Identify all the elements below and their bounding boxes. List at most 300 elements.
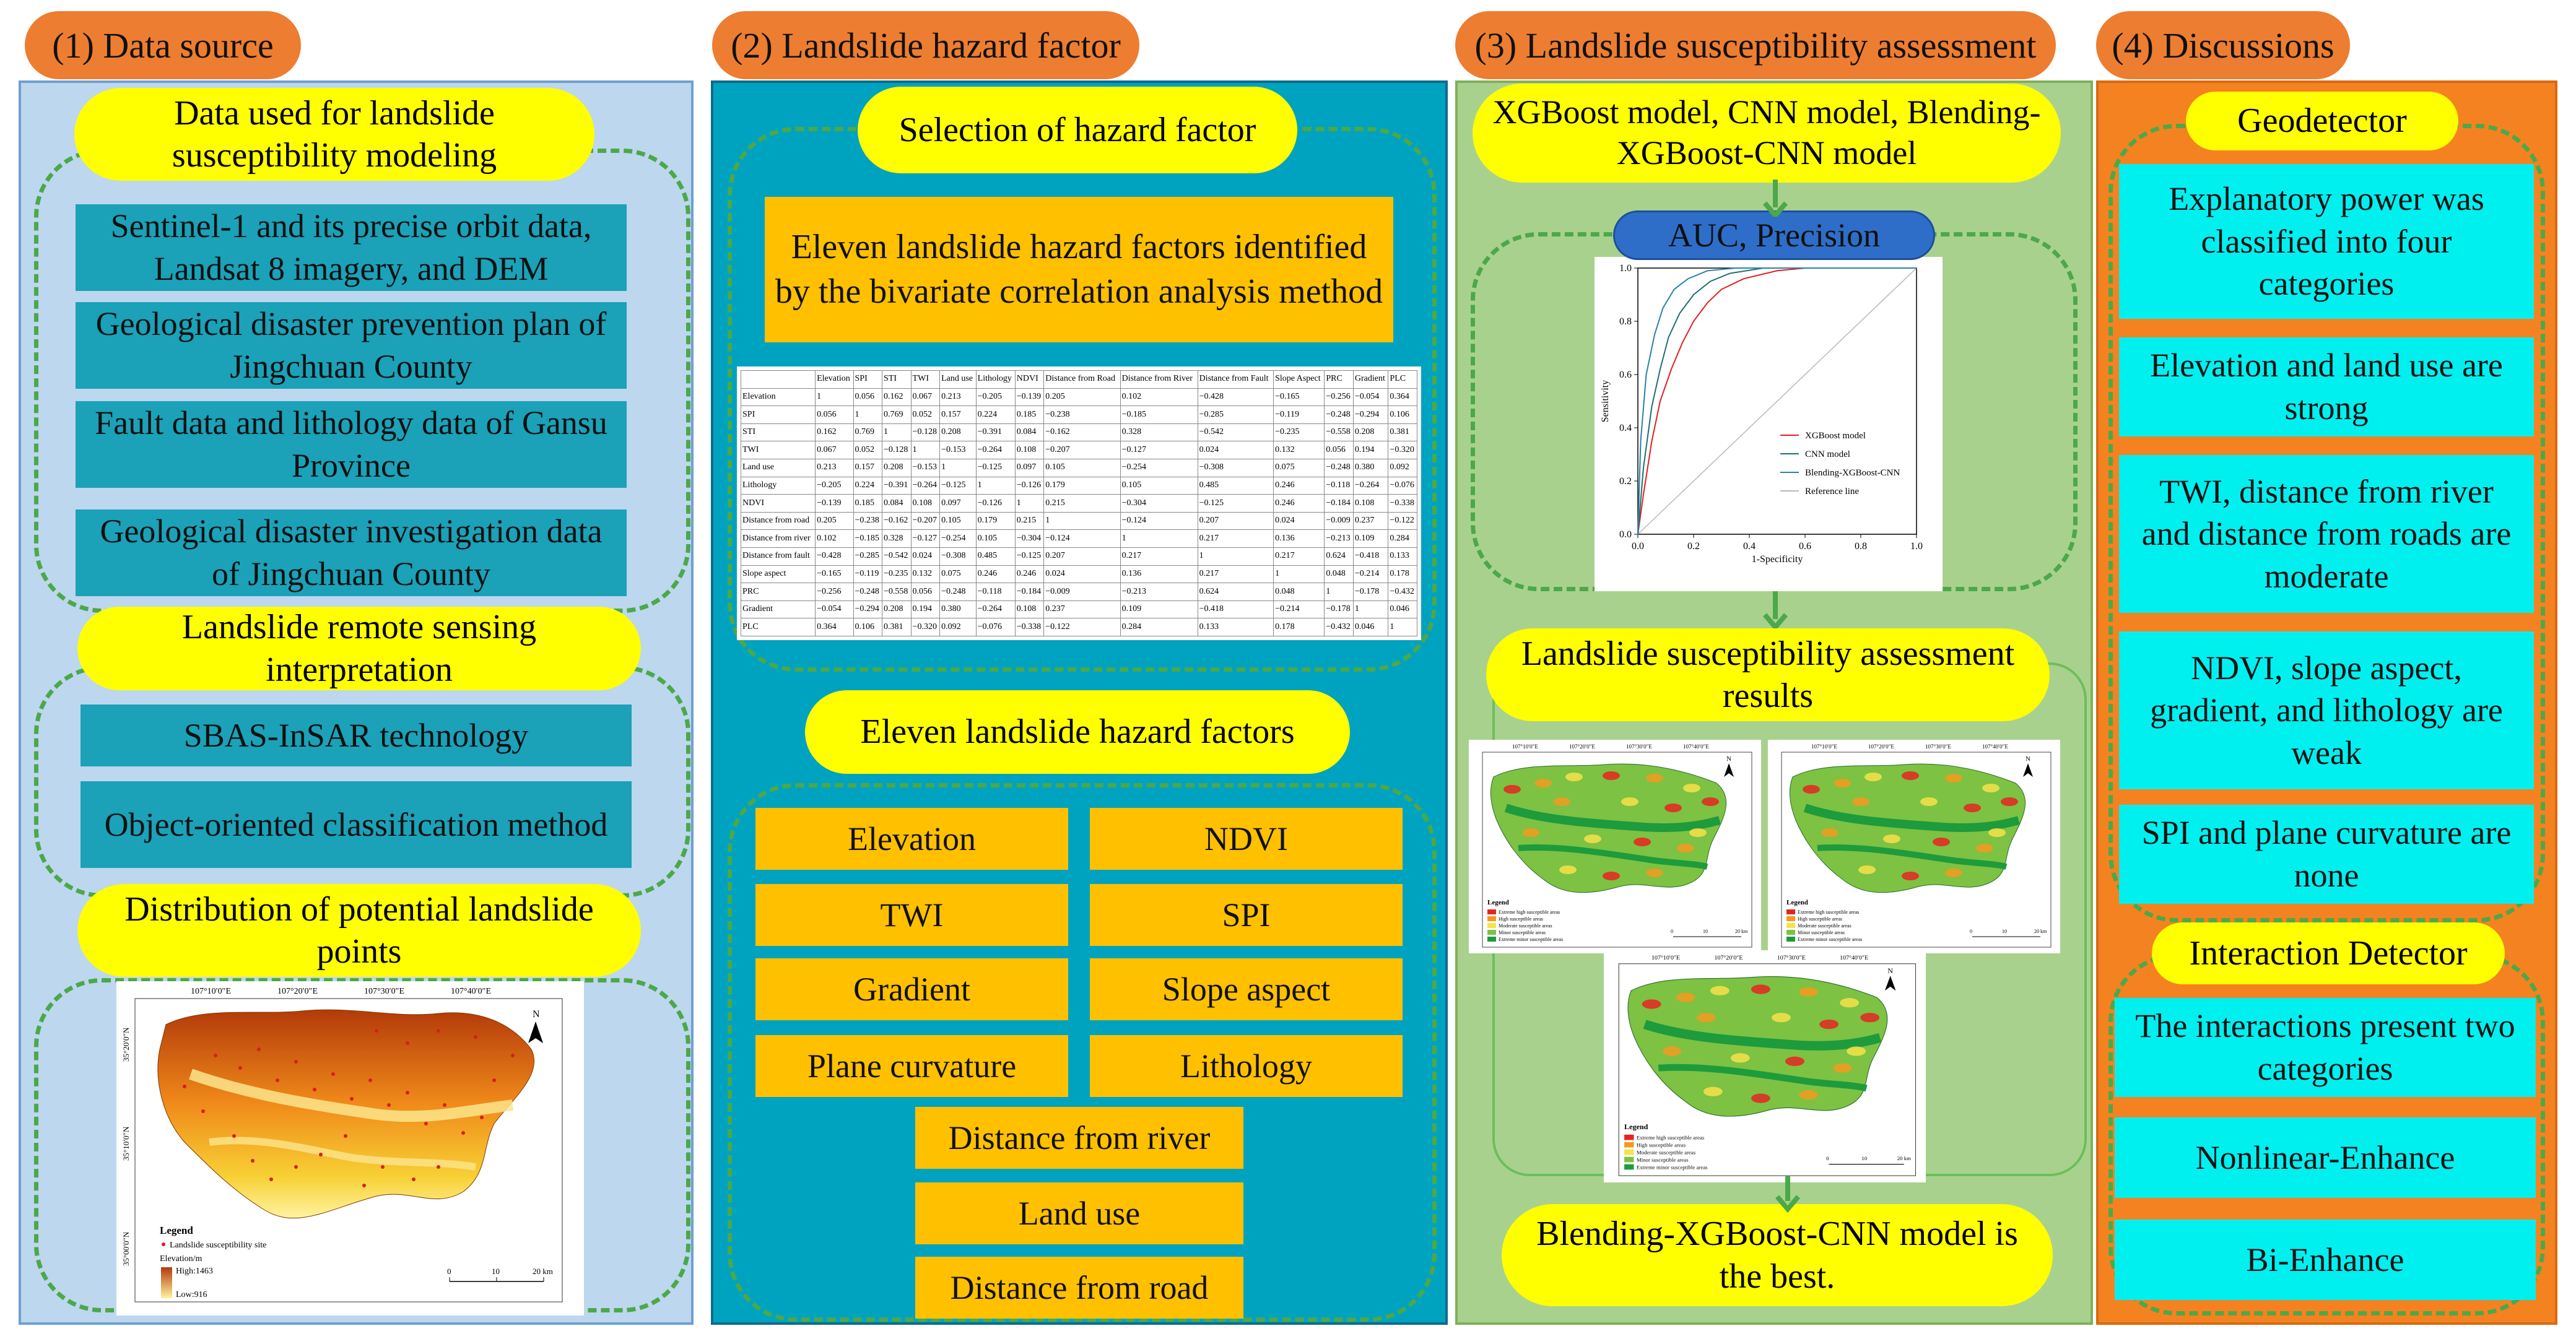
table-cell: Distance from river xyxy=(741,530,816,548)
table-cell: 0.194 xyxy=(911,600,940,618)
table-row xyxy=(741,547,1417,565)
table-cell: 0.092 xyxy=(1388,459,1417,477)
map-susceptible-patch xyxy=(1883,835,1900,843)
table-cell: Land use xyxy=(741,459,816,477)
table-cell: 0.157 xyxy=(853,459,882,477)
table-cell: −0.139 xyxy=(816,495,853,513)
interaction-item: Nonlinear-Enhance xyxy=(2115,1117,2536,1198)
table-cell: 0.092 xyxy=(940,618,977,636)
map-legend-label: High susceptible areas xyxy=(1798,916,1842,922)
roc-legend-label: Reference line xyxy=(1805,487,1860,496)
table-cell: 0.624 xyxy=(1325,547,1354,565)
table-cell: Slope aspect xyxy=(741,565,816,583)
table-cell: −0.185 xyxy=(1120,406,1198,424)
table-cell: 1 xyxy=(1198,547,1274,565)
table-cell: 0.215 xyxy=(1044,495,1120,513)
table-cell: 0.056 xyxy=(1325,441,1354,459)
map-susceptible-patch xyxy=(1945,774,1962,783)
table-row xyxy=(741,530,1417,548)
table-cell: 0.024 xyxy=(911,547,940,565)
table-cell: −0.320 xyxy=(911,618,940,636)
table-cell: −0.308 xyxy=(1198,459,1274,477)
table-cell: 0.108 xyxy=(1015,441,1044,459)
map-lon-tick: 107°40′0″E xyxy=(1982,744,2008,750)
map-legend-label: High susceptible areas xyxy=(1636,1142,1686,1148)
table-cell: −0.165 xyxy=(816,565,853,583)
map-lat-tick: 35°00′0″N xyxy=(121,1231,131,1266)
table-header-cell: PLC xyxy=(1388,371,1417,389)
table-cell: 0.097 xyxy=(1015,459,1044,477)
table-cell: PRC xyxy=(741,583,816,601)
roc-y-tick-label: 0.0 xyxy=(1619,529,1632,540)
table-cell: 1 xyxy=(976,477,1015,495)
map-legend-swatch xyxy=(1487,916,1496,921)
table-cell: −0.418 xyxy=(1198,600,1274,618)
map-susceptible-patch xyxy=(1584,835,1601,843)
table-cell: 0.224 xyxy=(976,406,1015,424)
table-cell: 0.102 xyxy=(1120,388,1198,406)
table-cell: −0.125 xyxy=(1015,547,1044,565)
map-lon-tick: 107°30′0″E xyxy=(1925,744,1951,750)
map-legend-swatch xyxy=(1487,930,1496,935)
table-cell: 0.056 xyxy=(816,406,853,424)
table-cell: 1 xyxy=(816,388,853,406)
table-cell: −0.184 xyxy=(1325,495,1354,513)
map-legend-title: Legend xyxy=(1624,1122,1648,1132)
table-row xyxy=(741,618,1417,636)
table-cell: NDVI xyxy=(741,495,816,513)
table-cell: −0.178 xyxy=(1353,583,1388,601)
source-item: Sentinel-1 and its precise orbit data, Landsat 8 imagery, and DEM xyxy=(76,204,627,291)
factor-elevation: Elevation xyxy=(755,808,1068,870)
factor-distance-road: Distance from road xyxy=(915,1257,1243,1319)
map-legend-swatch xyxy=(1624,1142,1634,1148)
map-susceptible-patch xyxy=(1821,828,1838,837)
map-susceptible-patch xyxy=(1534,779,1552,787)
table-cell: 0.364 xyxy=(816,618,853,636)
table-row xyxy=(741,583,1417,601)
table-cell: 0.284 xyxy=(1388,530,1417,548)
legend-title: Legend xyxy=(160,1225,193,1236)
table-cell: 0.105 xyxy=(976,530,1015,548)
map-susceptible-patch xyxy=(1553,797,1570,806)
pill-geodetector: Geodetector xyxy=(2186,92,2458,150)
table-cell: −0.184 xyxy=(1015,583,1044,601)
table-cell: 0.224 xyxy=(853,477,882,495)
map-susceptible-patch xyxy=(1865,773,1882,781)
table-cell: 1 xyxy=(1388,618,1417,636)
table-cell: 0.246 xyxy=(1274,495,1325,513)
map-susceptible-patch xyxy=(1847,1046,1866,1056)
pill-models: XGBoost model, CNN model, Blending-XGBoost-CNN model xyxy=(1473,84,2061,183)
map-susceptible-patch xyxy=(1840,998,1859,1007)
roc-y-axis-label: Sensitivity xyxy=(1600,379,1611,423)
table-cell: 0.048 xyxy=(1274,583,1325,601)
table-cell: −0.214 xyxy=(1274,600,1325,618)
map-lon-tick: 107°40′0″E xyxy=(1683,744,1709,750)
map-susceptible-patch xyxy=(1621,797,1638,806)
table-cell: −0.256 xyxy=(816,583,853,601)
map-legend-label: Extreme high susceptible areas xyxy=(1636,1134,1705,1141)
table-cell: 0.105 xyxy=(940,512,977,530)
table-cell: −0.238 xyxy=(853,512,882,530)
table-header-cell: Distance from River xyxy=(1120,371,1198,389)
map-scale-label: 0 xyxy=(1970,929,1972,934)
map-susceptible-patch xyxy=(1852,797,1869,806)
table-cell: 1 xyxy=(1274,565,1325,583)
table-cell: 0.132 xyxy=(911,565,940,583)
table-cell: 0.237 xyxy=(1044,600,1120,618)
table-cell: 0.208 xyxy=(1353,423,1388,441)
table-cell: 0.108 xyxy=(1353,495,1388,513)
map-north-label: N xyxy=(1887,966,1894,975)
table-cell: TWI xyxy=(741,441,816,459)
table-cell: 0.097 xyxy=(940,495,977,513)
roc-x-tick-label: 0.2 xyxy=(1687,541,1700,552)
table-cell: −0.119 xyxy=(853,565,882,583)
susceptibility-map-blending xyxy=(1604,950,1926,1182)
table-cell: −0.124 xyxy=(1044,530,1120,548)
interaction-item: Bi-Enhance xyxy=(2115,1220,2536,1300)
map-legend-swatch xyxy=(1786,937,1795,942)
table-cell: −0.254 xyxy=(940,530,977,548)
factor-twi: TWI xyxy=(755,884,1068,946)
table-cell: 0.246 xyxy=(1274,477,1325,495)
table-cell: −0.054 xyxy=(816,600,853,618)
table-cell: −0.264 xyxy=(911,477,940,495)
table-header-cell: Distance from Road xyxy=(1044,371,1120,389)
map-lon-tick: 107°10′0″E xyxy=(191,987,232,996)
table-cell: 1 xyxy=(911,441,940,459)
roc-y-tick-label: 1.0 xyxy=(1619,263,1632,274)
table-header-cell: Land use xyxy=(940,371,977,389)
map-susceptible-patch xyxy=(1785,1057,1804,1066)
table-cell: −0.304 xyxy=(1015,530,1044,548)
table-row xyxy=(741,600,1417,618)
table-cell: 0.208 xyxy=(940,423,977,441)
table-cell: PLC xyxy=(741,618,816,636)
table-cell: 0.136 xyxy=(1274,530,1325,548)
map-scale-label: 0 xyxy=(1671,929,1673,934)
map-legend-swatch xyxy=(1487,937,1496,942)
table-row xyxy=(741,477,1417,495)
roc-y-tick-label: 0.4 xyxy=(1619,423,1632,433)
map-susceptible-patch xyxy=(1772,1013,1791,1022)
table-cell: 0.246 xyxy=(976,565,1015,583)
pill-distribution: Distribution of potential landslide points xyxy=(77,884,641,977)
arrow-down-icon xyxy=(1772,1176,1803,1213)
map-susceptible-patch xyxy=(1902,771,1919,780)
map-susceptible-patch xyxy=(1683,784,1700,792)
correlation-table xyxy=(737,366,1421,640)
map-legend-title: Legend xyxy=(1786,899,1808,906)
table-cell: −0.207 xyxy=(911,512,940,530)
map-legend-swatch xyxy=(1786,923,1795,928)
table-cell: 0.162 xyxy=(882,388,912,406)
table-header-cell: Elevation xyxy=(816,371,853,389)
table-cell: 0.485 xyxy=(1198,477,1274,495)
table-cell: 0.215 xyxy=(1015,512,1044,530)
table-cell: 0.208 xyxy=(882,459,912,477)
map-susceptible-patch xyxy=(1933,838,1950,846)
factor-land-use: Land use xyxy=(915,1182,1243,1244)
map-legend-label: High susceptible areas xyxy=(1499,916,1543,922)
table-header-cell: Lithology xyxy=(976,371,1015,389)
table-cell: −0.119 xyxy=(1274,406,1325,424)
svg-text:N: N xyxy=(533,1009,540,1020)
table-header-cell: NDVI xyxy=(1015,371,1044,389)
roc-x-tick-label: 0.6 xyxy=(1799,541,1811,552)
table-cell: −0.127 xyxy=(911,530,940,548)
map-lon-tick: 107°30′0″E xyxy=(364,987,405,996)
table-cell: 0.108 xyxy=(911,495,940,513)
table-cell: −0.125 xyxy=(940,477,977,495)
table-cell: SPI xyxy=(741,406,816,424)
map-lon-tick: 107°20′0″E xyxy=(1714,955,1743,962)
table-cell: −0.542 xyxy=(882,547,912,565)
table-cell: −0.127 xyxy=(1120,441,1198,459)
geo-item: SPI and plane curvature are none xyxy=(2119,805,2534,904)
table-header-cell: SPI xyxy=(853,371,882,389)
table-cell: 0.162 xyxy=(816,423,853,441)
table-cell: 0.024 xyxy=(1198,441,1274,459)
arrow-down-icon xyxy=(1760,591,1791,628)
table-cell: −0.235 xyxy=(1274,423,1325,441)
table-cell: −0.076 xyxy=(1388,477,1417,495)
map-lon-tick: 107°20′0″E xyxy=(1569,744,1595,750)
map-lon-tick: 107°20′0″E xyxy=(277,987,318,996)
method-item: Object-oriented classification method xyxy=(80,781,632,868)
map-susceptible-patch xyxy=(1522,828,1539,837)
table-cell: 0.046 xyxy=(1388,600,1417,618)
map-susceptible-patch xyxy=(1646,869,1663,877)
table-cell: −0.128 xyxy=(911,423,940,441)
table-cell: −0.213 xyxy=(1120,583,1198,601)
roc-x-axis-label: 1-Specificity xyxy=(1751,554,1803,565)
identified-factors-box: Eleven landslide hazard factors identified by the bivariate correlation analysis method xyxy=(765,197,1393,342)
table-cell: 0.237 xyxy=(1353,512,1388,530)
table-cell: 1 xyxy=(1044,512,1120,530)
map-legend-label: Minor susceptible areas xyxy=(1636,1156,1689,1163)
map-susceptible-patch xyxy=(1751,984,1770,994)
pill-selection: Selection of hazard factor xyxy=(858,87,1297,173)
table-cell: 0.213 xyxy=(940,388,977,406)
table-header-cell: Slope Aspect xyxy=(1274,371,1325,389)
map-susceptible-patch xyxy=(1860,1013,1879,1022)
pill-remote-sensing: Landslide remote sensing interpretation xyxy=(77,607,641,690)
table-cell: −0.162 xyxy=(1044,423,1120,441)
table-cell: 0.046 xyxy=(1353,618,1388,636)
map-legend-label: Extreme minor susceptible areas xyxy=(1499,937,1564,942)
table-cell: 0.205 xyxy=(816,512,853,530)
map-legend-title: Legend xyxy=(1487,899,1509,906)
table-cell: 0.105 xyxy=(1044,459,1120,477)
map-susceptible-patch xyxy=(1642,999,1661,1008)
table-cell: −0.205 xyxy=(816,477,853,495)
table-cell: 0.328 xyxy=(882,530,912,548)
map-legend-swatch xyxy=(1624,1135,1634,1140)
map-susceptible-patch xyxy=(1982,784,1999,792)
table-cell: 0.133 xyxy=(1388,547,1417,565)
table-cell: 1 xyxy=(940,459,977,477)
factor-ndvi: NDVI xyxy=(1090,808,1403,870)
table-cell: −0.432 xyxy=(1388,583,1417,601)
interaction-item: The interactions present two categories xyxy=(2115,998,2536,1097)
table-cell: −0.162 xyxy=(882,512,912,530)
map-susceptible-patch xyxy=(1664,804,1682,812)
table-cell: 0.178 xyxy=(1274,618,1325,636)
map-susceptible-patch xyxy=(1503,785,1521,794)
table-cell: 0.136 xyxy=(1120,565,1198,583)
map-legend-label: Extreme high susceptible areas xyxy=(1499,909,1560,915)
roc-x-tick-label: 0.4 xyxy=(1743,541,1756,552)
table-cell: 1 xyxy=(1015,495,1044,513)
map-susceptible-patch xyxy=(1704,1087,1723,1096)
map-susceptible-patch xyxy=(1663,1046,1682,1056)
table-cell: Distance from fault xyxy=(741,547,816,565)
table-cell: 0.075 xyxy=(1274,459,1325,477)
table-cell: −0.124 xyxy=(1120,512,1198,530)
map-legend-swatch xyxy=(1624,1164,1634,1170)
table-cell: −0.213 xyxy=(1325,530,1354,548)
table-cell: 0.108 xyxy=(1015,600,1044,618)
roc-y-tick-label: 0.8 xyxy=(1619,316,1632,327)
table-row xyxy=(741,459,1417,477)
map-legend-label: Moderate susceptible areas xyxy=(1798,923,1852,929)
pill-results: Landslide susceptibility assessment results xyxy=(1486,628,2050,721)
table-cell: −0.391 xyxy=(976,423,1015,441)
factor-spi: SPI xyxy=(1090,884,1403,946)
table-cell: −0.009 xyxy=(1325,512,1354,530)
table-cell: −0.248 xyxy=(853,583,882,601)
map-north-label: N xyxy=(1726,755,1731,763)
legend-site: Landslide susceptibility site xyxy=(170,1241,267,1250)
table-row xyxy=(741,406,1417,424)
table-cell: −0.118 xyxy=(1325,477,1354,495)
table-cell: 0.024 xyxy=(1044,565,1120,583)
table-cell: −0.338 xyxy=(1015,618,1044,636)
table-row xyxy=(741,565,1417,583)
table-header-cell: PRC xyxy=(1325,371,1354,389)
map-susceptible-patch xyxy=(1819,1020,1838,1029)
map-susceptible-patch xyxy=(1945,869,1962,877)
geo-item: Explanatory power was classified into four categories xyxy=(2119,164,2534,319)
table-cell: 0.284 xyxy=(1120,618,1198,636)
table-cell: STI xyxy=(741,423,816,441)
scale-label: 0 xyxy=(447,1267,451,1276)
source-item: Geological disaster prevention plan of Jingchuan County xyxy=(76,302,627,389)
map-scale-label: 20 km xyxy=(1897,1155,1912,1162)
arrow-down-icon xyxy=(1760,180,1791,217)
table-cell: 0.179 xyxy=(976,512,1015,530)
table-cell: 0.109 xyxy=(1353,530,1388,548)
scale-label: 20 km xyxy=(533,1267,553,1276)
table-cell: −0.126 xyxy=(976,495,1015,513)
table-cell: 0.106 xyxy=(853,618,882,636)
header-data-source: (1) Data source xyxy=(25,11,301,79)
table-cell: −0.185 xyxy=(853,530,882,548)
map-susceptible-patch xyxy=(1603,771,1620,780)
table-row xyxy=(741,441,1417,459)
table-cell: 0.207 xyxy=(1198,512,1274,530)
map-susceptible-patch xyxy=(1565,773,1583,781)
header-hazard-factor: (2) Landslide hazard factor xyxy=(712,11,1139,79)
map-legend-label: Extreme minor susceptible areas xyxy=(1636,1164,1708,1171)
table-cell: −0.264 xyxy=(1353,477,1388,495)
table-cell: 0.381 xyxy=(1388,423,1417,441)
map-susceptible-patch xyxy=(1964,804,1981,812)
map-susceptible-patch xyxy=(1803,785,1820,794)
map-susceptible-patch xyxy=(1634,838,1651,846)
map-susceptible-patch xyxy=(1799,987,1818,997)
geo-item: NDVI, slope aspect, gradient, and lithology are weak xyxy=(2119,631,2534,789)
map-susceptible-patch xyxy=(1646,774,1663,783)
table-cell: 0.364 xyxy=(1388,388,1417,406)
table-cell: 0.157 xyxy=(940,406,977,424)
table-cell: 1 xyxy=(1325,583,1354,601)
table-cell: 0.084 xyxy=(882,495,912,513)
map-legend-swatch xyxy=(1624,1157,1634,1163)
map-scale-label: 10 xyxy=(1703,929,1708,934)
table-cell: 0.207 xyxy=(1044,547,1120,565)
table-cell: 0.217 xyxy=(1198,565,1274,583)
map-scale-label: 10 xyxy=(1861,1155,1868,1162)
legend-elevation: Elevation/m xyxy=(160,1254,202,1264)
table-cell: 0.328 xyxy=(1120,423,1198,441)
table-cell: −0.153 xyxy=(940,441,977,459)
table-cell: 0.052 xyxy=(853,441,882,459)
table-cell: −0.285 xyxy=(1198,406,1274,424)
table-cell: 0.246 xyxy=(1015,565,1044,583)
table-cell: −0.125 xyxy=(976,459,1015,477)
table-cell: 0.106 xyxy=(1388,406,1417,424)
table-cell: −0.308 xyxy=(940,547,977,565)
correlation-matrix xyxy=(741,370,1417,636)
factor-gradient: Gradient xyxy=(755,958,1068,1020)
table-cell: −0.320 xyxy=(1388,441,1417,459)
map-susceptible-patch xyxy=(2001,797,2018,806)
map-susceptible-patch xyxy=(1677,844,1694,852)
table-cell: −0.076 xyxy=(976,618,1015,636)
susceptibility-map-cnn xyxy=(1768,740,2060,953)
map-legend-label: Minor susceptible areas xyxy=(1798,930,1845,935)
roc-y-tick-label: 0.2 xyxy=(1619,476,1632,487)
table-cell: −0.165 xyxy=(1274,388,1325,406)
table-cell: 0.185 xyxy=(853,495,882,513)
table-cell: 0.769 xyxy=(853,423,882,441)
table-cell: −0.178 xyxy=(1325,600,1354,618)
table-cell: 0.084 xyxy=(1015,423,1044,441)
method-item: SBAS-InSAR technology xyxy=(80,705,632,766)
source-item: Geological disaster investigation data of Jingchuan County xyxy=(76,509,627,596)
table-row xyxy=(741,388,1417,406)
roc-curve-chart xyxy=(1595,257,1943,591)
table-cell: −0.294 xyxy=(1353,406,1388,424)
table-cell: 0.056 xyxy=(911,583,940,601)
roc-legend-label: CNN model xyxy=(1805,449,1850,459)
map-legend-swatch xyxy=(1786,930,1795,935)
table-cell: 1 xyxy=(853,406,882,424)
map-susceptible-patch xyxy=(1676,992,1695,1002)
map-legend-label: Moderate susceptible areas xyxy=(1499,923,1552,929)
table-cell: −0.264 xyxy=(976,600,1015,618)
table-cell: 1 xyxy=(882,423,912,441)
table-cell: 0.380 xyxy=(1353,459,1388,477)
table-cell: 0.194 xyxy=(1353,441,1388,459)
table-row xyxy=(741,423,1417,441)
map-scale-label: 10 xyxy=(2002,929,2007,934)
table-header-cell: TWI xyxy=(911,371,940,389)
